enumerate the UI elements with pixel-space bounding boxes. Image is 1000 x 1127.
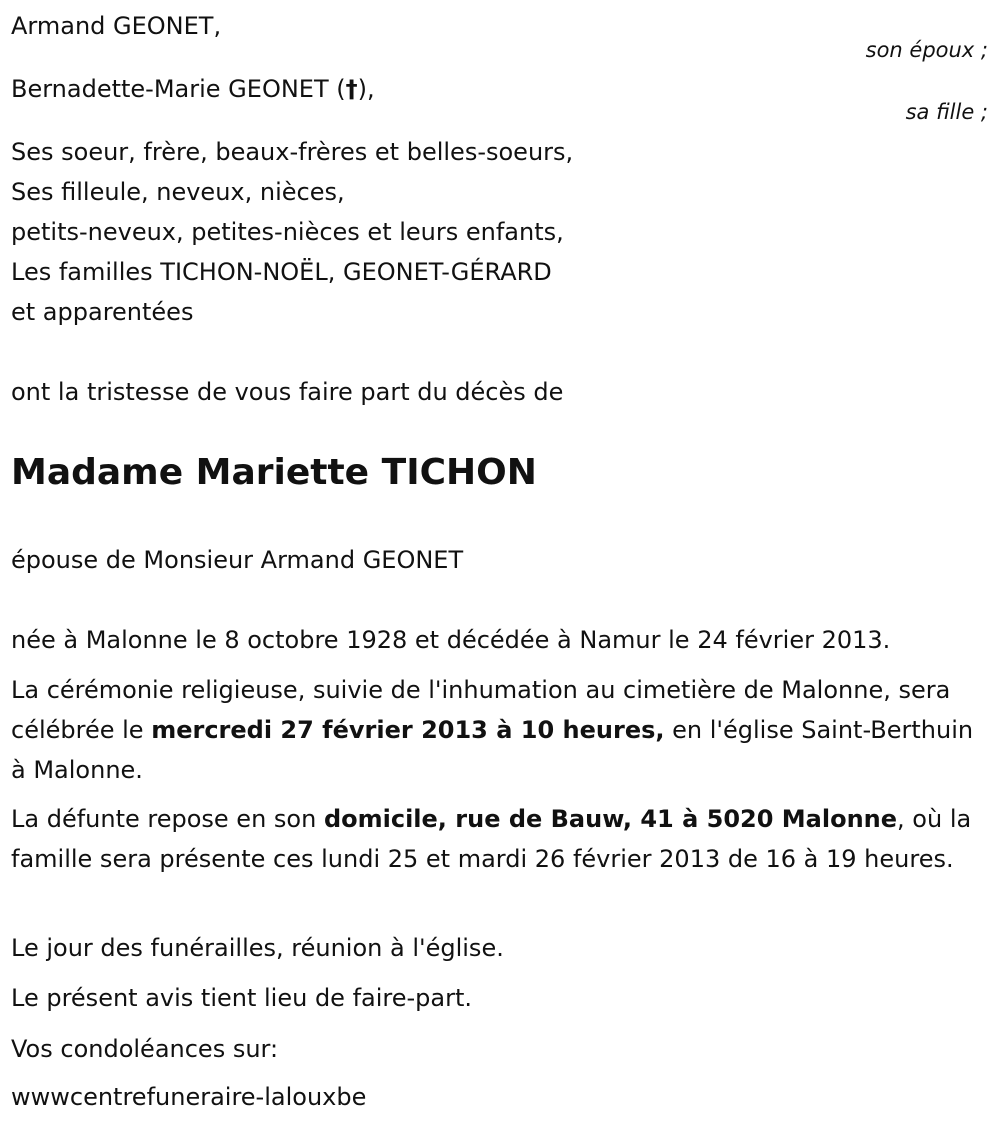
ceremony-text: La cérémonie religieuse, suivie de l'inhumation au cimetière de Malonne, sera célébrée le <box>11 676 951 744</box>
notice-line: Le présent avis tient lieu de faire-part. <box>11 984 473 1012</box>
relatives-line: petits-neveux, petites-nièces et leurs enfants, <box>11 218 564 246</box>
funeral-day: Le jour des funérailles, réunion à l'église. <box>11 934 504 962</box>
ceremony-date: mercredi 27 février 2013 à 10 heures, <box>151 716 665 744</box>
visitation-address: domicile, rue de Bauw, 41 à 5020 Malonne <box>323 805 898 833</box>
relatives-line: et apparentées <box>11 298 194 326</box>
condolences-label: Vos condoléances sur: <box>11 1035 279 1063</box>
ceremony-location: en l'église Saint-Berthuin à Malonne. <box>11 716 974 784</box>
visitation-hours: , où la famille sera présente ces lundi 25 et mardi 26 février 2013 de 16 à 19 heures. <box>11 805 972 873</box>
daughter-name <box>11 69 375 109</box>
relatives-line: Les familles TICHON-NOËL, GEONET-GÉRARD <box>11 258 552 286</box>
visitation-paragraph <box>11 799 991 879</box>
announcement: ont la tristesse de vous faire part du décès de <box>11 378 564 406</box>
cross-icon: † <box>345 75 358 103</box>
spouse-line: épouse de Monsieur Armand GEONET <box>11 546 464 574</box>
ceremony-paragraph <box>11 670 991 790</box>
daughter-name-text: Bernadette-Marie GEONET ( <box>11 75 346 103</box>
daughter-name-end: ), <box>357 75 375 103</box>
daughter-role: sa fille ; <box>905 100 988 124</box>
deceased-name: Madame Mariette TICHON <box>11 452 537 493</box>
husband-name: Armand GEONET, <box>11 12 222 40</box>
website-link[interactable]: wwwcentrefuneraire-lalouxbe <box>11 1083 367 1111</box>
relatives-line: Ses filleule, neveux, nièces, <box>11 178 345 206</box>
husband-role: son époux ; <box>865 38 988 62</box>
birth-death: née à Malonne le 8 octobre 1928 et décédée à Namur le 24 février 2013. <box>11 626 891 654</box>
relatives-line: Ses soeur, frère, beaux-frères et belles-soeurs, <box>11 138 574 166</box>
visitation-text: La défunte repose en son <box>11 805 324 833</box>
